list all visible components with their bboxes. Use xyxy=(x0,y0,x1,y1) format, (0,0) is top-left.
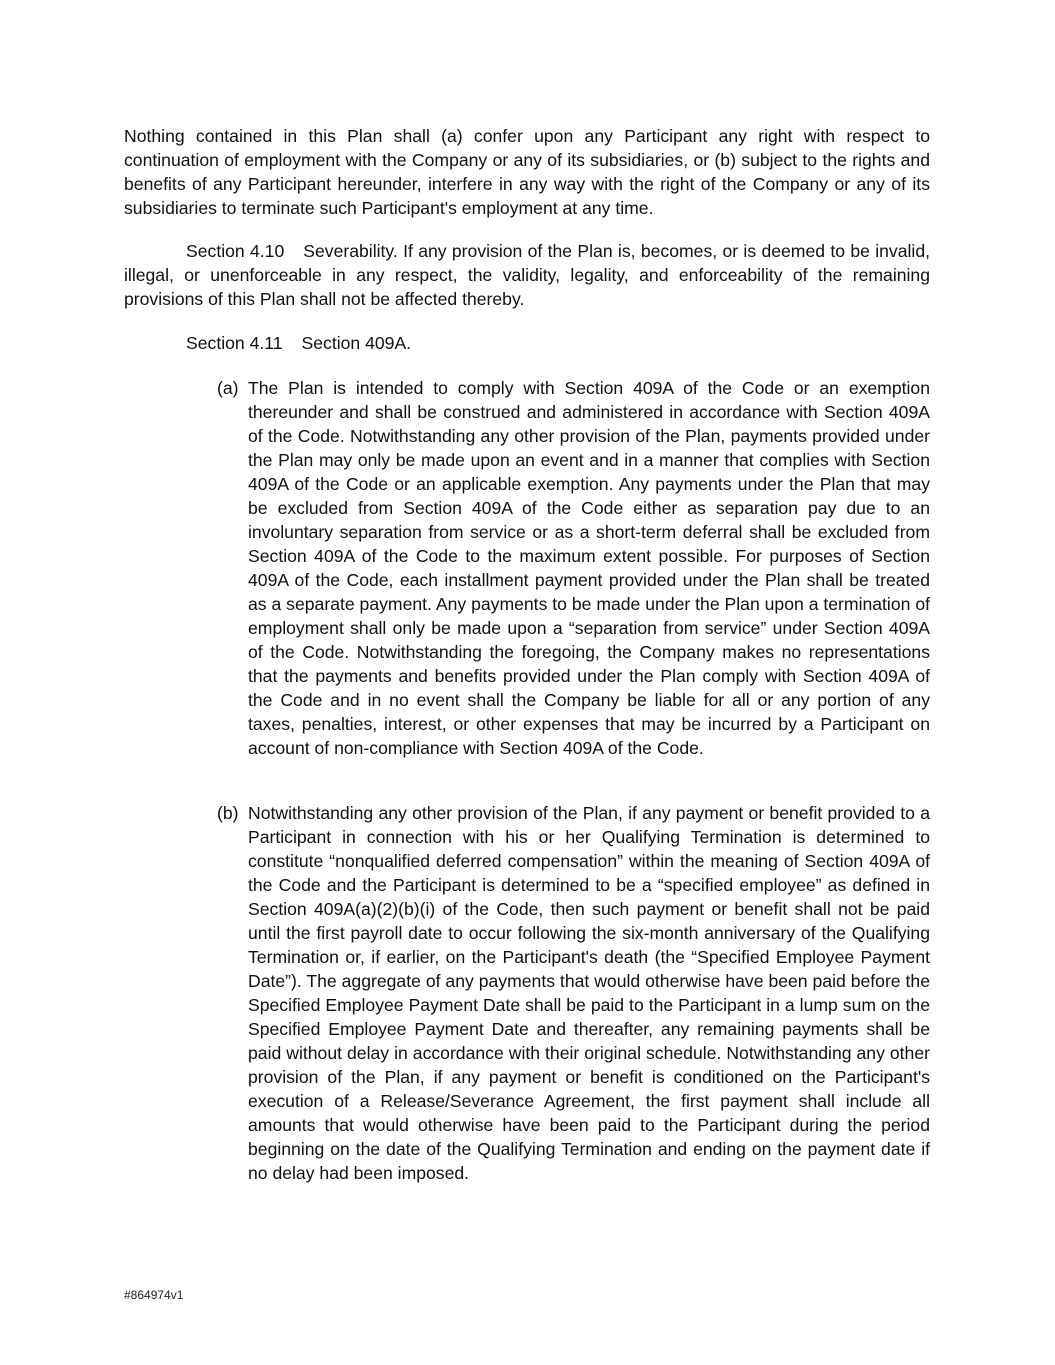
section-4-11-heading-line xyxy=(186,331,786,355)
paragraph-employment-rights: Nothing contained in this Plan shall (a) confer upon any Participant any right with respect to continuation of employment with the Company or any of its subsidiaries, or (b) subject to the rights and benefits of any Participant hereunder, interfere in any way with the right of the Company or any of its subsidiaries to terminate such Participant's employment at any time. xyxy=(124,126,930,218)
section-4-10-heading: Severability. xyxy=(303,241,398,261)
item-text: The Plan is intended to comply with Section 409A of the Code or an exemption thereunder and shall be construed and administered in accordance with Section 409A of the Code. Notwithstanding any other provision of the Plan, payments provided under the Plan may only be made upon an event and in a manner that complies with Section 409A of the Code or an applicable exemption. Any payments under the Plan that may be excluded from Section 409A of the Code either as separation pay due to an involuntary separation from service or as a short-term deferral shall be excluded from Section 409A of the Code to the maximum extent possible. For purposes of Section 409A of the Code, each installment payment provided under the Plan shall be treated as a separate payment. Any payments to be made under the Plan upon a termination of employment shall only be made upon a “separation from service” under Section 409A of the Code. Notwithstanding the foregoing, the Company makes no representations that the payments and benefits provided under the Plan comply with Section 409A of the Code and in no event shall the Company be liable for all or any portion of any taxes, penalties, interest, or other expenses that may be incurred by a Participant on account of non-compliance with Section 409A of the Code. xyxy=(248,378,930,758)
item-text: Notwithstanding any other provision of the Plan, if any payment or benefit provided to a Participant in connection with his or her Qualifying Termination is determined to constitute “nonqualified deferred compensation” within the meaning of Section 409A of the Code and the Participant is determined to be a “specified employee” as defined in Section 409A(a)(2)(b)(i) of the Code, then such payment or benefit shall not be paid until the first payroll date to occur following the six-month anniversary of the Qualifying Termination or, if earlier, on the Participant's death (the “Specified Employee Payment Date”). The aggregate of any payments that would otherwise have been paid before the Specified Employee Payment Date shall be paid to the Participant in a lump sum on the Specified Employee Payment Date and thereafter, any remaining payments shall be paid without delay in accordance with their original schedule. Notwithstanding any other provision of the Plan, if any payment or benefit is conditioned on the Participant's execution of a Release/Severance Agreement, the first payment shall include all amounts that would otherwise have been paid to the Participant during the period beginning on the date of the Qualifying Termination and ending on the payment date if no delay had been imposed. xyxy=(248,803,930,1183)
item-label: (b) xyxy=(217,803,239,823)
section-4-10-number: Section 4.10 xyxy=(186,241,285,261)
section-4-11-number: Section 4.11 xyxy=(186,333,283,353)
footer-doc-id: #864974v1 xyxy=(124,1288,184,1302)
section-4-10-severability xyxy=(124,239,930,311)
section-4-10-text: If any provision of the Plan is, becomes, or is deemed to be invalid, illegal, or unenforceable in any respect, the validity, legality, and enforceability of the remaining provisions of this Plan shall not be affected thereby. xyxy=(124,241,930,309)
section-4-11-heading: Section 409A. xyxy=(301,333,412,353)
item-label: (a) xyxy=(217,378,239,398)
